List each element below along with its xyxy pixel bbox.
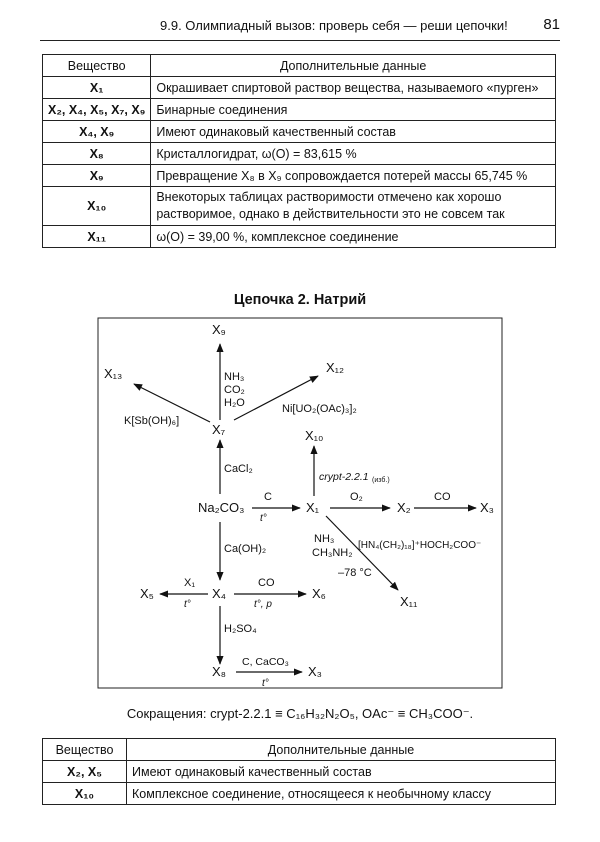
section-title: Цепочка 2. Натрий: [233, 292, 367, 308]
table-2: [42, 738, 556, 805]
page-number: 81: [543, 16, 560, 33]
label-x7: X₇: [212, 422, 226, 437]
label-nh3b: NH₃: [314, 533, 335, 545]
label-co2: CO₂: [224, 384, 245, 396]
data-cell: ω(O) = 39,00 %, комплексное соединение: [151, 226, 556, 248]
substance-cell: X₈: [43, 143, 151, 165]
abbreviations-line: Сокращения: crypt-2.2.1 ≡ C₁₆H₃₂N₂O₅, OAc⁻ ≡ CH₃COO⁻.: [126, 706, 474, 721]
data-cell: Окрашивает спиртовой раствор вещества, называемого «пурген»: [151, 77, 556, 99]
column-header-data: Дополнительные данные: [151, 55, 556, 77]
label-co: CO: [434, 491, 451, 503]
substance-cell: X₁₀: [43, 187, 151, 226]
data-cell: Превращение X₈ в X₉ сопровождается потерей массы 65,745 %: [151, 165, 556, 187]
label-ccaco3: C, CaCO₃: [242, 656, 289, 668]
label-x11: X₁₁: [400, 594, 418, 609]
substance-cell: X₁: [43, 77, 151, 99]
column-header-data: Дополнительные данные: [127, 739, 556, 761]
label-tc: t°: [262, 678, 269, 689]
label-x13: X₁₃: [104, 366, 123, 381]
substance-cell: X₁₁: [43, 226, 151, 248]
label-crypt-sub: (изб.): [372, 477, 390, 484]
data-cell: Кристаллогидрат, ω(O) = 83,615 %: [151, 143, 556, 165]
label-h2o: H₂O: [224, 397, 245, 409]
substance-cell: X₉: [43, 165, 151, 187]
column-header-substance: Вещество: [43, 739, 127, 761]
label-x9: X₉: [212, 322, 226, 337]
label-ch3nh2: CH₃NH₂: [312, 547, 353, 559]
data-cell: Бинарные соединения: [151, 99, 556, 121]
label-x1: X₁: [306, 500, 320, 515]
substance-cell: X₄, X₉: [43, 121, 151, 143]
column-header-substance: Вещество: [43, 55, 151, 77]
label-x8: X₈: [212, 664, 227, 679]
data-cell: Комплексное соединение, относящееся к необычному классу: [127, 783, 556, 805]
table-row: [43, 761, 556, 783]
label-crypt: crypt-2.2.1: [319, 471, 369, 483]
label-x12: X₁₂: [326, 360, 345, 375]
data-cell: Имеют одинаковый качественный состав: [127, 761, 556, 783]
label-o2: O₂: [350, 491, 363, 503]
label-t: t°: [260, 513, 267, 524]
label-x2: X₂: [397, 500, 411, 515]
label-hn4: [HN₄(CH₂)₁₈]⁺HOCH₂COO⁻: [358, 540, 482, 551]
label-caoh2: Ca(OH)₂: [224, 543, 267, 555]
substance-cell: X₁₀: [43, 783, 127, 805]
data-cell: Имеют одинаковый качественный состав: [151, 121, 556, 143]
label-nh3: NH₃: [224, 371, 245, 383]
label-x3: X₃: [480, 500, 494, 515]
label-tb: t°: [184, 599, 191, 610]
table-header-row: [43, 739, 556, 761]
label-c: C: [264, 491, 272, 503]
label-x1b: X₁: [184, 577, 196, 589]
label-ksb: K[Sb(OH)₆]: [124, 415, 180, 427]
substance-cell: X₂, X₅: [43, 761, 127, 783]
label-temp: –78 °C: [338, 567, 372, 579]
label-co2b: CO: [258, 577, 275, 589]
label-x3b: X₃: [308, 664, 322, 679]
label-na2co3: Na₂CO₃: [198, 500, 245, 515]
table-row: [43, 783, 556, 805]
substance-cell: X₂, X₄, X₅, X₇, X₉: [43, 99, 151, 121]
header-title: 9.9. Олимпиадный вызов: проверь себя — реши цепочки!: [160, 18, 508, 33]
diagram-frame: [98, 318, 502, 688]
label-x4: X₄: [212, 586, 226, 601]
data-cell: Внекоторых таблицах растворимости отмечено как хорошо растворимое, однако в действительности это не совсем так: [151, 187, 556, 226]
label-x5: X₅: [140, 586, 154, 601]
label-tp: t°, p: [254, 599, 272, 610]
label-x10: X₁₀: [305, 428, 324, 443]
label-ni: Ni[UO₂(OAc)₃]₂: [282, 403, 357, 415]
label-x6: X₆: [312, 586, 326, 601]
label-cacl2: CaCl₂: [224, 463, 253, 475]
label-h2so4: H₂SO₄: [224, 623, 257, 635]
